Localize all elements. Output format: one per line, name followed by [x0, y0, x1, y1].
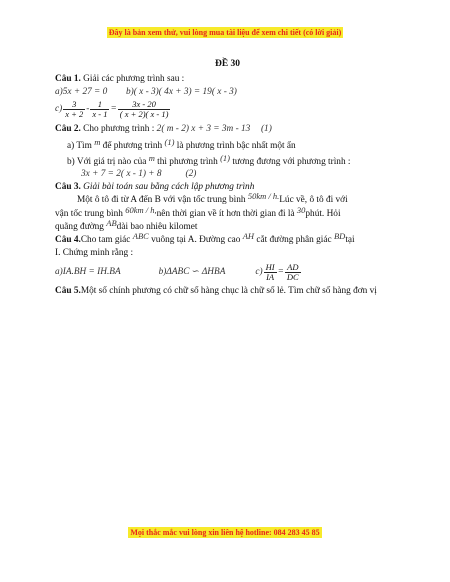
q2-part-b: b) Với giá trị nào của m thì phương trình (1) tương đương với phương trình : — [67, 153, 351, 168]
question-1: Câu 1. Giải các phương trình sau : — [55, 74, 185, 85]
exam-document — [55, 58, 400, 298]
fraction: $\frac{3x - 20}{( x + 2)( x - 1)}$ — [119, 98, 169, 119]
q2-equation: 2( m - 2) x + 3 = 3m - 13 — [156, 124, 251, 135]
fraction: $\frac{1}{x - 1}$ — [92, 98, 108, 119]
exam-title: ĐỀ 30 — [214, 59, 241, 69]
q4-line-2: I. Chứng minh rằng : — [55, 247, 134, 258]
q4-part-b: b)ΔABC ∽ ΔHBA — [158, 267, 226, 278]
q1-part-c: c) $\frac{3}{x + 2}$ - $\frac{1}{x - 1}$ = $\frac{3x - 20}{( x + 2)( x - 1)}$ — [55, 98, 169, 119]
question-3: Câu 3. Giải bài toán sau bằng cách lập phương trình — [55, 181, 255, 192]
q2-part-a: a) Tìm m để phương trình (1) là phương trình bậc nhất một ẩn — [67, 136, 296, 151]
q3-body-line-1: Một ô tô đi từ A đến B với vận tốc trung bình 50km / h.Lúc về, ô tô đi với — [77, 191, 348, 206]
question-5: Câu 5.Một số chính phương có chữ số hàng chục là chữ số lẻ. Tìm chữ số hàng đơn vị — [55, 286, 377, 297]
hotline-banner: Mọi thắc mắc vui lòng xin liên hệ hotline: 084 283 45 85 — [130, 528, 320, 537]
question-4: Câu 4.Cho tam giác ABC vuông tại A. Đường cao AH cắt đường phân giác BDtại — [55, 231, 355, 246]
q3-body-line-3: quãng đường ABdài bao nhiêu kilomet — [55, 218, 198, 233]
preview-banner: Đây là bản xem thử, vui lòng mua tài liệu để xem chi tiết (có lời giải) — [108, 28, 342, 37]
q2-equation-2: 3x + 7 = 2( x - 1) + 8 (2) — [81, 169, 197, 180]
q4-parts: a)IA.BH = IH.BA b)ΔABC ∽ ΔHBA c) $\frac{HI}{IA}$ = $\frac{AD}{DC}$ — [55, 261, 299, 282]
fraction: $\frac{HI}{IA}$ — [265, 261, 275, 282]
q1-part-b: b)( x - 3)( 4x + 3) = 19( x - 3) — [125, 86, 237, 97]
question-2: Câu 2. Cho phương trình : 2( m - 2) x + 3 = 3m - 13 (1) — [55, 124, 272, 135]
fraction: $\frac{AD}{DC}$ — [286, 261, 299, 282]
question-1-parts-ab — [55, 86, 400, 98]
q3-body-line-2: vận tốc trung bình 60km / h,nên thời gian về ít hơn thời gian đi là 30phút. Hỏi — [55, 204, 341, 219]
q1-part-a: a)5x + 27 = 0 — [55, 86, 108, 97]
fraction: $\frac{3}{x + 2}$ — [65, 98, 84, 119]
q4-part-a: a)IA.BH = IH.BA — [55, 267, 121, 278]
